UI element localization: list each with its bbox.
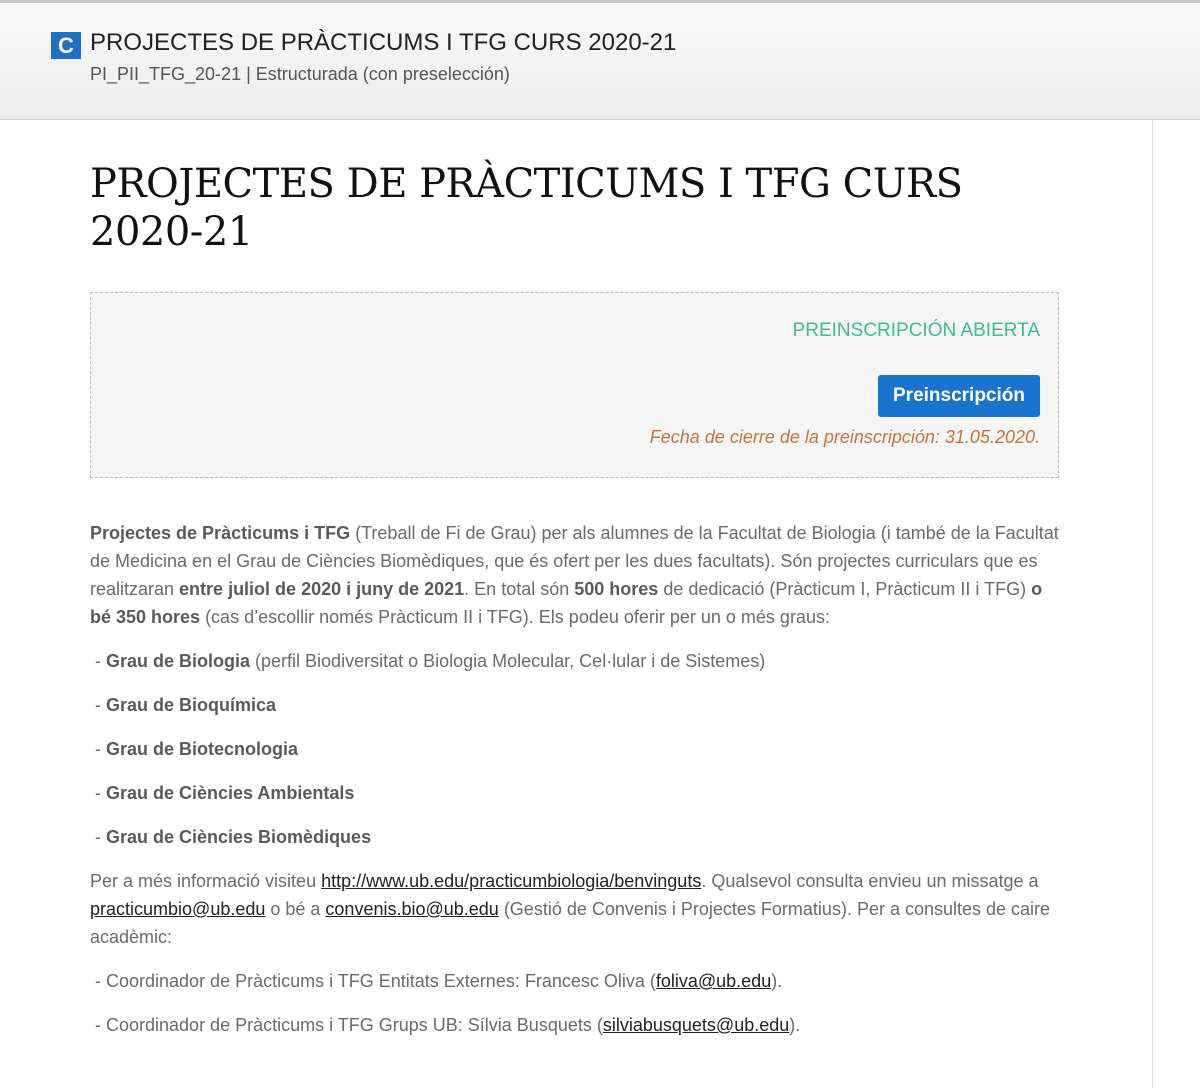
degree-list-item: [90, 691, 1065, 719]
header-subtitle: PI_PII_TFG_20-21 | Estructurada (con preselección): [90, 64, 510, 84]
degree-prefix: -: [95, 827, 106, 847]
degree-list-item: [90, 647, 1065, 675]
degree-name: Grau de Biologia: [106, 651, 251, 671]
more-info-text-3: o bé a: [265, 899, 326, 919]
coordinator-close: ).: [789, 1015, 801, 1035]
intro-bold-period: entre juliol de 2020 i juny de 2021: [179, 579, 465, 599]
practicumbio-email-link[interactable]: practicumbio@ub.edu: [90, 899, 266, 919]
coordinator-item: [90, 967, 1065, 995]
enrollment-status: PREINSCRIPCIÓN ABIERTA: [792, 320, 1040, 341]
more-info-text-4: (Gestió de Convenis i Projectes Formatius). Per a consultes de caire acadèmic:: [90, 899, 1051, 947]
content-divider: [1152, 120, 1153, 1088]
coordinator-text: - Coordinador de Pràcticums i TFG Entitats Externes: Francesc Oliva (: [95, 971, 656, 991]
practicum-website-link[interactable]: http://www.ub.edu/practicumbiologia/benvinguts: [321, 871, 702, 891]
preinscripcion-button[interactable]: Preinscripción: [878, 375, 1040, 417]
degree-list-item: [90, 779, 1065, 807]
coordinator-email-link[interactable]: silviabusquets@ub.edu: [602, 1015, 790, 1035]
coordinator-email-link[interactable]: foliva@ub.edu: [655, 971, 772, 991]
header-title: PROJECTES DE PRÀCTICUMS I TFG CURS 2020-21: [90, 29, 677, 56]
degree-prefix: -: [95, 695, 106, 715]
more-info-text-1: Per a més informació visiteu: [90, 871, 322, 891]
intro-text-3: de dedicació (Pràcticum I, Pràcticum II i TFG): [658, 579, 1032, 599]
degree-name: Grau de Ciències Biomèdiques: [106, 827, 372, 847]
course-description: [90, 519, 1065, 1039]
intro-bold-hours-500: 500 hores: [574, 579, 659, 599]
degree-name: Grau de Ciències Ambientals: [106, 783, 355, 803]
enrollment-status-box: [90, 292, 1059, 478]
degree-prefix: -: [95, 783, 106, 803]
intro-bold-hours-350: o bé 350 hores: [90, 579, 1043, 627]
degree-prefix: -: [95, 651, 106, 671]
degree-list-item: [90, 823, 1065, 851]
intro-bold-title: Projectes de Pràcticums i TFG: [90, 523, 351, 543]
intro-text-2: . En total són: [464, 579, 575, 599]
degree-name: Grau de Bioquímica: [106, 695, 277, 715]
more-info-text-2: . Qualsevol consulta envieu un missatge a: [701, 871, 1039, 891]
course-type-badge: C: [51, 32, 81, 59]
more-info-paragraph: [90, 867, 1065, 951]
coordinator-text: - Coordinador de Pràcticums i TFG Grups UB: Sílvia Busquets (: [95, 1015, 603, 1035]
coordinator-item: [90, 1011, 1065, 1039]
degree-list-item: [90, 735, 1065, 763]
degree-name: Grau de Biotecnologia: [106, 739, 299, 759]
header-bar: [0, 0, 1200, 120]
coordinator-close: ).: [771, 971, 783, 991]
degree-note: (perfil Biodiversitat o Biologia Molecular, Cel·lular i de Sistemes): [250, 651, 766, 671]
intro-paragraph: [90, 519, 1065, 631]
intro-text-1: (Treball de Fi de Grau) per als alumnes de la Facultat de Biologia (i també de la Facultat de Medicina en el Grau de Ciències Biomèdiques, que és ofert per les dues facultats). Són projectes curriculars que es realitzaran: [90, 523, 1059, 599]
degree-prefix: -: [95, 739, 106, 759]
convenis-email-link[interactable]: convenis.bio@ub.edu: [325, 899, 499, 919]
enrollment-deadline: Fecha de cierre de la preinscripción: 31.05.2020.: [649, 427, 1040, 447]
intro-text-4: (cas d’escollir només Pràcticum II i TFG). Els podeu oferir per un o més graus:: [200, 607, 830, 627]
page-title: PROJECTES DE PRÀCTICUMS I TFG CURS 2020-21: [90, 161, 963, 255]
